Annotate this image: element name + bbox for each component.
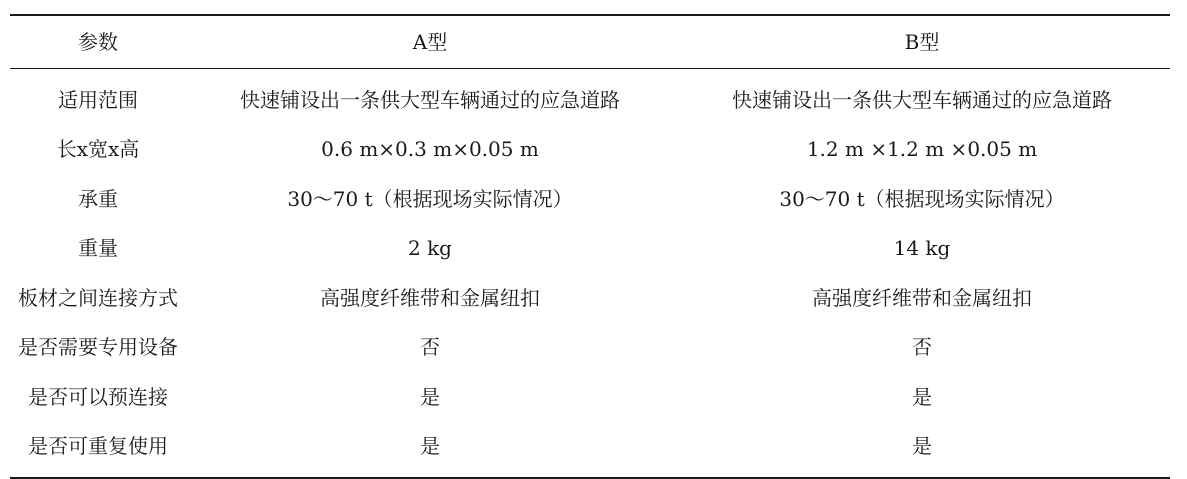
cell-type-b: 高强度纤维带和金属纽扣 xyxy=(812,285,1032,310)
cell-type-b: 1.2 m ×1.2 m ×0.05 m xyxy=(806,137,1038,162)
row-label: 是否可重复使用 xyxy=(28,434,168,459)
cell-type-a: 2 kg xyxy=(407,236,452,261)
row-label: 长x宽x高 xyxy=(56,137,140,162)
table-row xyxy=(10,273,1170,323)
cell-type-a: 0.6 m×0.3 m×0.05 m xyxy=(321,137,539,162)
table-header-row xyxy=(10,16,1170,68)
table-row xyxy=(10,174,1170,224)
header-type-b: B型 xyxy=(904,30,940,54)
cell-type-a: 是 xyxy=(420,434,440,459)
row-label: 是否可以预连接 xyxy=(28,384,168,409)
cell-type-b: 是 xyxy=(912,384,932,409)
table-header-rule xyxy=(10,68,1170,69)
cell-type-b: 14 kg xyxy=(893,236,951,261)
row-label: 适用范围 xyxy=(58,87,138,112)
table-row xyxy=(10,422,1170,472)
cell-type-b: 30～70 t（根据现场实际情况） xyxy=(779,186,1065,211)
row-label: 承重 xyxy=(78,186,118,211)
cell-type-b: 否 xyxy=(912,335,932,360)
row-label: 是否需要专用设备 xyxy=(18,335,178,360)
table-row xyxy=(10,75,1170,125)
header-type-a: A型 xyxy=(412,30,448,54)
header-param: 参数 xyxy=(78,30,118,54)
table-row xyxy=(10,125,1170,175)
cell-type-a: 30～70 t（根据现场实际情况） xyxy=(287,186,573,211)
cell-type-a: 高强度纤维带和金属纽扣 xyxy=(320,285,540,310)
parameter-table xyxy=(10,14,1170,479)
table-row xyxy=(10,224,1170,274)
row-label: 板材之间连接方式 xyxy=(18,285,178,310)
cell-type-a: 是 xyxy=(420,384,440,409)
cell-type-a: 快速铺设出一条供大型车辆通过的应急道路 xyxy=(240,87,620,112)
table-row xyxy=(10,372,1170,422)
cell-type-b: 快速铺设出一条供大型车辆通过的应急道路 xyxy=(732,87,1112,112)
cell-type-b: 是 xyxy=(912,434,932,459)
cell-type-a: 否 xyxy=(420,335,440,360)
row-label: 重量 xyxy=(78,236,118,261)
table-row xyxy=(10,323,1170,373)
